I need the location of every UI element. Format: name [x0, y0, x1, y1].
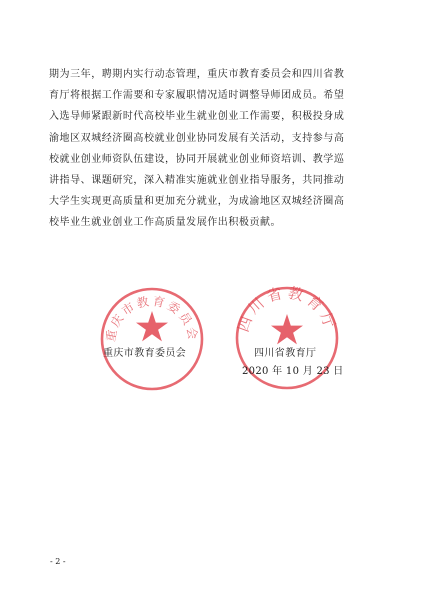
svg-text:重庆市教育委员会: 重庆市教育委员会	[103, 293, 201, 344]
body-paragraph	[49, 64, 379, 234]
seal-graphic	[98, 285, 206, 393]
paragraph-line: 讲指导、课题研究，深入精准实施就业创业指导服务，共同推动	[49, 175, 345, 187]
signer-chongqing: 重庆市教育委员会	[103, 348, 187, 359]
paragraph-line: 渝地区双城经济圈高校就业创业协同发展有关活动，支持参与高	[49, 132, 345, 144]
paragraph-line: 期为三年，聘期内实行动态管理，重庆市教育委员会和四川省教	[49, 69, 345, 80]
issue-date: 2020 年 10 月 23 日	[242, 366, 344, 377]
svg-text:四川省教育厅: 四川省教育厅	[233, 284, 341, 335]
signer-sichuan: 四川省教育厅	[254, 348, 317, 359]
star-icon	[136, 311, 168, 341]
page-number: - 2 -	[50, 557, 66, 566]
paragraph-line: 育厅将根据工作需要和专家履职情况适时调整导师团成员。希望	[49, 90, 345, 102]
paragraph-line: 大学生实现更高质量和更加充分就业，为成渝地区双城经济圈高	[49, 196, 345, 208]
paragraph-line: 入选导师紧跟新时代高校毕业生就业创业工作需要，积极投身成	[49, 111, 345, 123]
paragraph-line: 校就业创业师资队伍建设，协同开展就业创业师资培训、教学巡	[49, 153, 345, 165]
chongqing-official-seal	[98, 285, 206, 393]
star-icon	[271, 314, 303, 344]
paragraph-line: 校毕业生就业创业工作高质量发展作出积极贡献。	[49, 217, 282, 229]
